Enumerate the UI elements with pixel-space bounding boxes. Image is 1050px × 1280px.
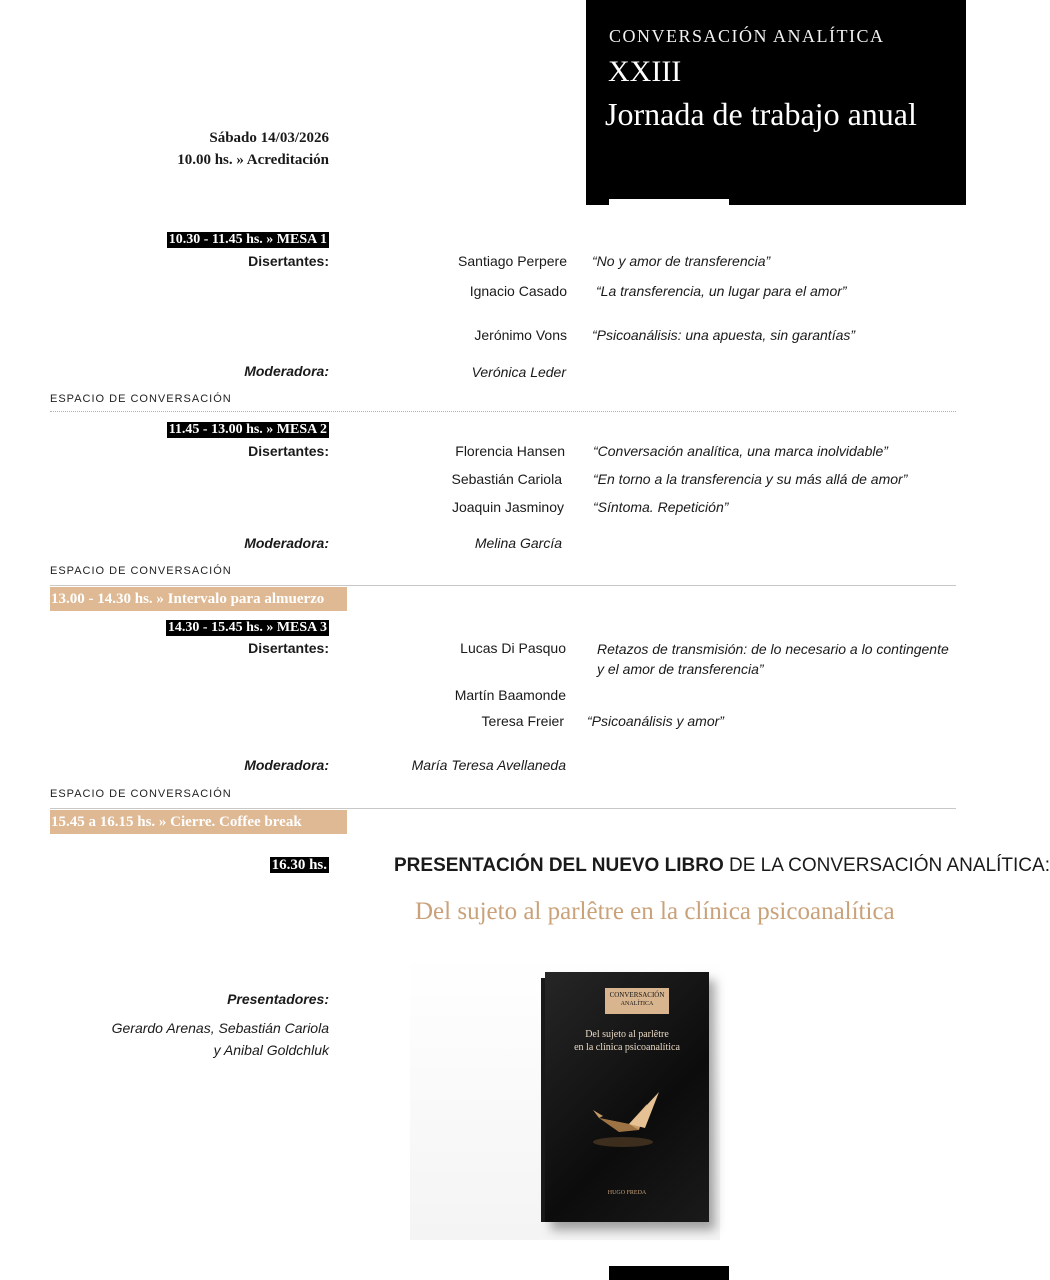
footer-tab-accent [609, 1266, 729, 1280]
divider [50, 585, 956, 586]
mesa3-talk-1-line1: Retazos de transmisión: de lo necesario a lo contingente [597, 641, 949, 657]
book-title: Del sujeto al parlêtre en la clínica psicoanalítica [415, 898, 895, 925]
mesa1-speaker-3: Jerónimo Vons [474, 327, 567, 343]
mesa1-talk-1: “No y amor de transferencia” [592, 253, 771, 269]
mesa3-conversation-space: ESPACIO DE CONVERSACIÓN [50, 788, 232, 800]
mesa3-talk-1-line2: y el amor de transferencia” [597, 661, 764, 677]
mesa2-speaker-3: Joaquin Jasminoy [451, 499, 564, 515]
book-cover-author: HUGO FREDA [607, 1190, 647, 1196]
mesa3-moderator: María Teresa Avellaneda [411, 757, 566, 773]
mesa1-time-badge: 10.30 - 11.45 hs. » MESA 1 [168, 232, 327, 247]
divider [50, 808, 956, 809]
mesa3-speaker-2: Martín Baamonde [454, 687, 566, 703]
presenters-line-1: Gerardo Arenas, Sebastián Cariola [111, 1020, 329, 1036]
presentation-time-badge: 16.30 hs. [271, 857, 327, 873]
mesa2-conversation-space: ESPACIO DE CONVERSACIÓN [50, 565, 232, 577]
mesa1-moderator: Verónica Leder [471, 364, 566, 380]
book-logo-line1: CONVERSACIÓN [609, 991, 665, 999]
lunch-break-bar: 13.00 - 14.30 hs. » Intervalo para almuerzo [50, 587, 347, 611]
mesa3-speaker-3: Teresa Freier [481, 713, 564, 729]
header-tab-accent [609, 199, 729, 205]
divider [50, 411, 956, 412]
mesa1-talk-2: “La transferencia, un lugar para el amor” [596, 283, 847, 299]
presentation-heading-rest: DE LA CONVERSACIÓN ANALÍTICA: [723, 855, 1050, 876]
mesa1-talk-3: “Psicoanálisis: una apuesta, sin garantías” [592, 327, 856, 343]
mesa3-moderator-label: Moderadora: [244, 757, 329, 773]
book-logo [605, 988, 669, 1014]
book-logo-line2: ANALÍTICA [620, 1001, 654, 1007]
mesa1-speaker-2: Ignacio Casado [469, 283, 567, 299]
presentation-heading-bold: PRESENTACIÓN DEL NUEVO LIBRO [394, 855, 724, 876]
mesa2-moderator: Melina García [474, 535, 562, 551]
presenters-label: Presentadores: [227, 991, 329, 1007]
mesa2-speaker-2: Sebastián Cariola [451, 471, 562, 487]
edition-number: XXIII [608, 55, 682, 88]
mesa2-moderator-label: Moderadora: [244, 535, 329, 551]
mesa1-moderator-label: Moderadora: [244, 363, 329, 379]
event-date: Sábado 14/03/2026 [209, 130, 329, 146]
mesa1-speakers-label: Disertantes: [248, 253, 329, 269]
book-cover-title [545, 1028, 709, 1054]
mesa3-time-badge: 14.30 - 15.45 hs. » MESA 3 [167, 620, 327, 635]
mesa2-talk-1: “Conversación analítica, una marca inolvidable” [593, 443, 888, 459]
book-cover-title-line2: en la clínica psicoanalítica [574, 1042, 680, 1053]
mesa3-speaker-1: Lucas Di Pasquo [460, 640, 566, 656]
mesa2-speakers-label: Disertantes: [248, 443, 329, 459]
mesa1-conversation-space: ESPACIO DE CONVERSACIÓN [50, 393, 232, 405]
accreditation-time: 10.00 hs. » Acreditación [177, 152, 329, 168]
presentation-heading [394, 855, 1050, 877]
book-cover-title-line1: Del sujeto al parlêtre [585, 1029, 669, 1040]
mesa1-speaker-1: Santiago Perpere [458, 253, 567, 269]
org-name: CONVERSACIÓN ANALÍTICA [609, 26, 885, 46]
closing-bar: 15.45 a 16.15 hs. » Cierre. Coffee break [50, 810, 347, 834]
page-title: Jornada de trabajo anual [605, 96, 917, 132]
mesa3-talk-3: “Psicoanálisis y amor” [587, 713, 724, 729]
presenters-line-2: y Anibal Goldchluk [213, 1042, 329, 1058]
mesa3-speakers-label: Disertantes: [248, 640, 329, 656]
book-cover-image [545, 972, 709, 1222]
mesa2-talk-3: “Síntoma. Repetición” [593, 499, 729, 515]
mesa2-talk-2: “En torno a la transferencia y su más allá de amor” [593, 471, 908, 487]
header-block [586, 0, 966, 205]
mesa2-speaker-1: Florencia Hansen [455, 443, 565, 459]
mesa2-time-badge: 11.45 - 13.00 hs. » MESA 2 [168, 422, 327, 437]
origami-crane-icon [589, 1080, 669, 1160]
